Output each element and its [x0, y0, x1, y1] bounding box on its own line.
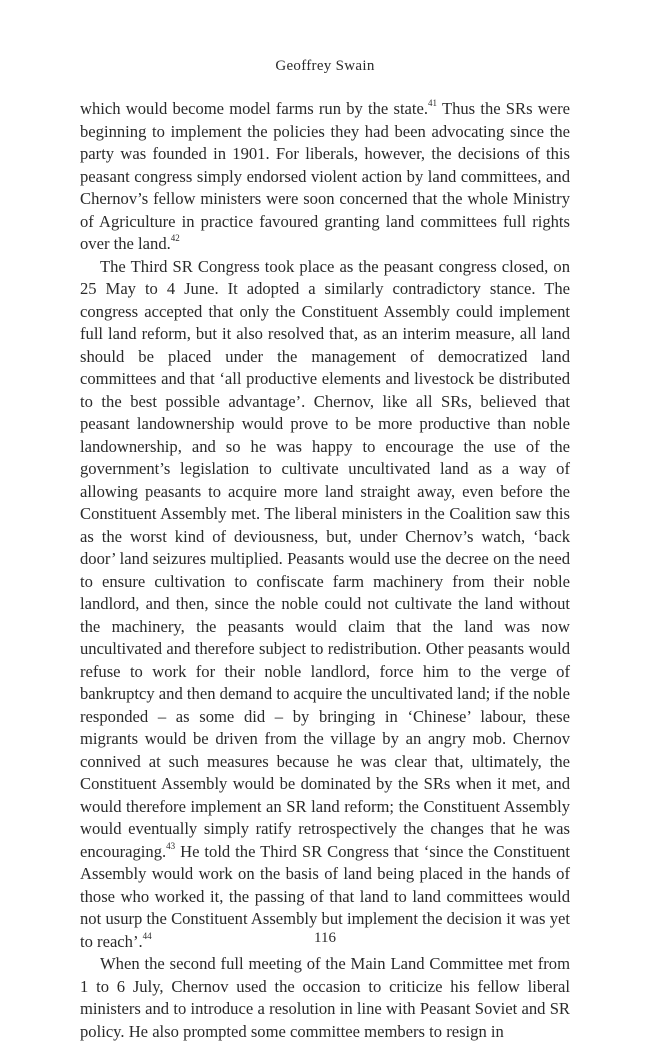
footnote-ref-43: 43 [166, 840, 176, 851]
body-text [80, 98, 570, 1043]
footnote-ref-41: 41 [428, 98, 438, 109]
paragraph-2-text-b: He told the Third SR Congress that ‘since the Constituent Assembly would work on the basis of land being placed in the hands of those who worked it, the passing of that land to land committees would not usurp the Constituent Assembly but implement the decision it was yet to reach’. [80, 841, 570, 951]
paragraph-1 [80, 98, 570, 256]
page-number: 116 [314, 930, 336, 946]
paragraph-3 [80, 953, 570, 1043]
paragraph-3-text: When the second full meeting of the Main Land Committee met from 1 to 6 July, Chernov used the occasion to criticize his fellow liberal ministers and to introduce a resolution in line with Peasant Soviet and SR policy. He also prompted some committee members to resign in [80, 954, 570, 1041]
running-head: Geoffrey Swain [275, 58, 375, 74]
footnote-ref-42: 42 [170, 233, 180, 244]
paragraph-2-text-a: The Third SR Congress took place as the peasant congress closed, on 25 May to 4 June. It adopted a similarly contradictory stance. The congress accepted that only the Constituent Assembly could implement full land reform, but it also resolved that, as an interim measure, all land should be placed under the management of democratized land committees and that ‘all productive elements and livestock be distributed to the best possible advantage’. Chernov, like all SRs, believed that peasant landownership would prove to be more productive than noble landownership, and so he was happy to encourage the use of the government’s legislation to cultivate uncultivated land as a way of allowing peasants to acquire more land straight away, even before the Constituent Assembly met. The liberal ministers in the Coalition saw this as the worst kind of deviousness, but, under Chernov’s watch, ‘back door’ land seizures multiplied. Peasants would use the decree on the need to ensure cultivation to confiscate farm machinery from their noble landlord, and then, since the noble could not cultivate the land without the machinery, the peasants would claim that the land was now uncultivated and therefore subject to redistribution. Other peasants would refuse to work for their noble landlord, force him to the verge of bankruptcy and then demand to acquire the uncultivated land; if the noble responded – as some did – by bringing in ‘Chinese’ labour, these migrants would be driven from the village by an angry mob. Chernov connived at such measures because he was clear that, ultimately, the Constituent Assembly would be dominated by the SRs when it met, and would therefore implement an SR land reform; the Constituent Assembly would eventually simply ratify retrospectively the changes that he was encouraging. [80, 256, 570, 861]
footnote-ref-44: 44 [142, 930, 152, 941]
paragraph-1-text-a: which would become model farms run by the state. [80, 99, 429, 118]
paragraph-2 [80, 256, 570, 954]
paragraph-1-text-b: Thus the SRs were beginning to implement the policies they had been advocating since the party was founded in 1901. For liberals, however, the decisions of this peasant congress simply endorsed violent action by land committees, and Chernov’s fellow ministers were soon concerned that the whole Ministry of Agriculture in practice favoured granting land committees full rights over the land. [80, 99, 571, 253]
